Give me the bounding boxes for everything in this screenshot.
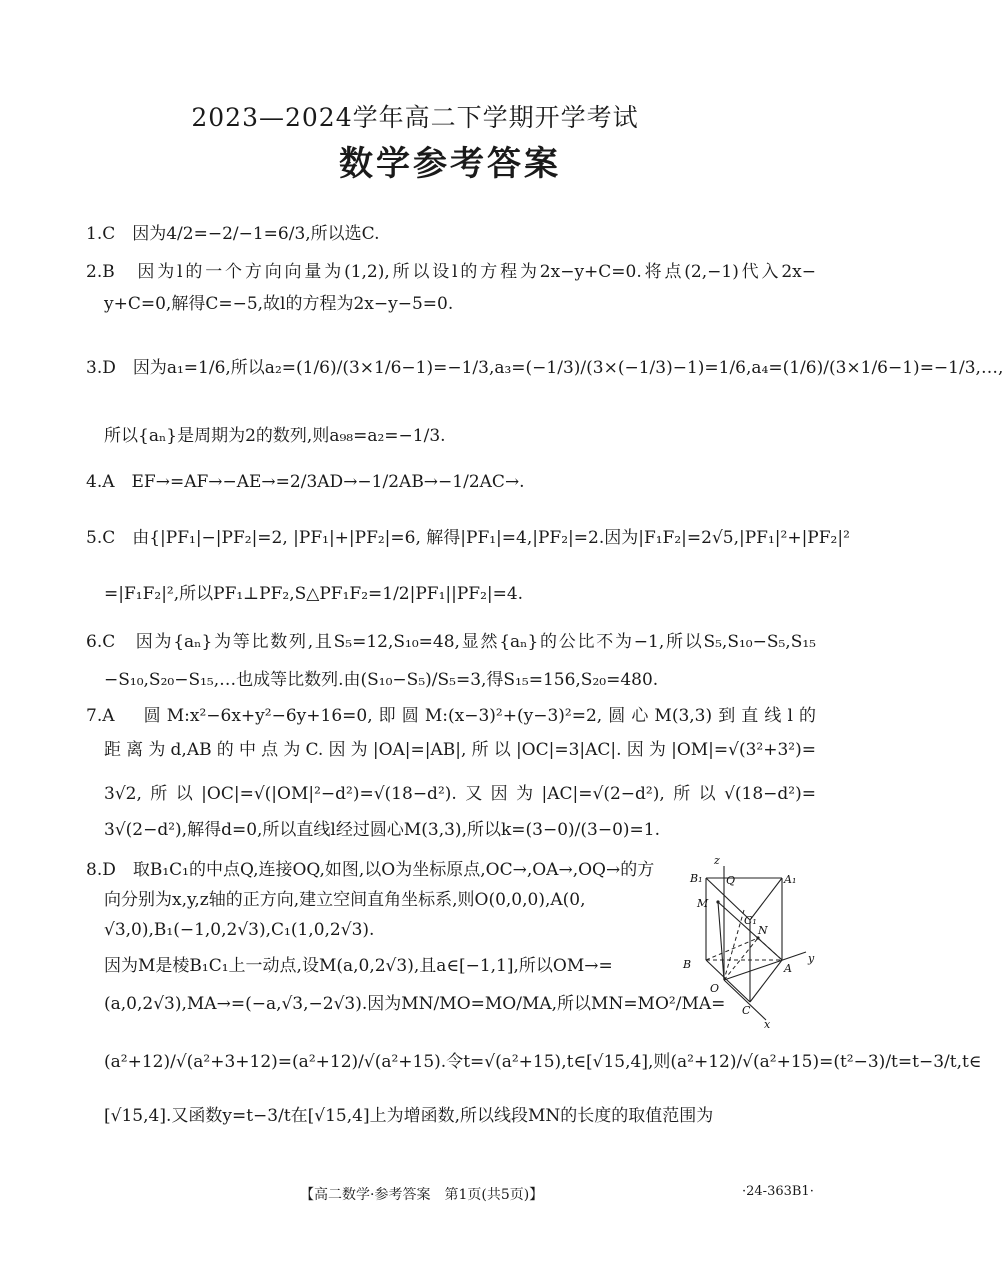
label-y-axis: y xyxy=(808,952,815,965)
label-N: N xyxy=(758,924,768,937)
label-x-axis: x xyxy=(764,1018,771,1031)
label-A: A xyxy=(784,962,792,975)
answer-3-cont: 所以{aₙ}是周期为2的数列,则a₉₈=a₂=−1/3. xyxy=(104,426,446,446)
prism-figure xyxy=(680,852,820,1032)
label-B: B xyxy=(683,958,692,971)
answer-3: 3.D 因为a₁=1/6,所以a₂=(1/6)/(3×1/6−1)=−1/3,a₃=(−1/3)/(3×(−1/3)−1)=1/6,a₄=(1/6)/(3×1/6−1)=−1/3,…, xyxy=(86,358,1003,378)
label-B1: B₁ xyxy=(690,872,703,885)
document-code: ·24-363B1· xyxy=(742,1184,814,1199)
label-A1: A₁ xyxy=(784,873,797,886)
answer-6-cont: −S₁₀,S₂₀−S₁₅,…也成等比数列.由(S₁₀−S₅)/S₅=3,得S₁₅=156,S₂₀=480. xyxy=(104,670,659,690)
label-C: C xyxy=(742,1004,751,1017)
answer-8-cont3: 因为M是棱B₁C₁上一动点,设M(a,0,2√3),且a∈[−1,1],所以OM→= xyxy=(104,956,613,976)
answer-4: 4.A EF→=AF→−AE→=2/3AD→−1/2AB→−1/2AC→. xyxy=(86,472,525,492)
answer-5-cont: =|F₁F₂|²,所以PF₁⊥PF₂,S△PF₁F₂=1/2|PF₁||PF₂|=4. xyxy=(104,584,524,604)
page-footer: 【高二数学·参考答案 第1页(共5页)】 xyxy=(300,1187,544,1203)
label-z-axis: z xyxy=(714,854,720,867)
answer-7-cont2: 3√2,所以|OC|=√(|OM|²−d²)=√(18−d²).又因为|AC|=√(2−d²),所以√(18−d²)= xyxy=(104,784,816,804)
answer-7: 7.A 圆M:x²−6x+y²−6y+16=0,即圆M:(x−3)²+(y−3)²=2,圆心M(3,3)到直线l的 xyxy=(86,706,816,726)
answer-5: 5.C 由{|PF₁|−|PF₂|=2, |PF₁|+|PF₂|=6, 解得|PF₁|=4,|PF₂|=2.因为|F₁F₂|=2√5,|PF₁|²+|PF₂|² xyxy=(86,528,850,548)
answer-2: 2.B 因为l的一个方向向量为(1,2),所以设l的方程为2x−y+C=0.将点(2,−1)代入2x− xyxy=(86,262,816,282)
answer-8: 8.D 取B₁C₁的中点Q,连接OQ,如图,以O为坐标原点,OC→,OA→,OQ→的方 xyxy=(86,860,655,880)
label-O: O xyxy=(710,982,720,995)
answer-6: 6.C 因为{aₙ}为等比数列,且S₅=12,S₁₀=48,显然{aₙ}的公比不为−1,所以S₅,S₁₀−S₅,S₁₅ xyxy=(86,632,816,652)
label-M: M xyxy=(697,897,709,910)
answer-8-cont1: 向分别为x,y,z轴的正方向,建立空间直角坐标系,则O(0,0,0),A(0, xyxy=(104,890,586,910)
label-Q: Q xyxy=(726,874,736,887)
answer-key-heading: 数学参考答案 xyxy=(339,144,561,184)
answer-7-cont1: 距离为d,AB的中点为C.因为|OA|=|AB|,所以|OC|=3|AC|.因为|OM|=√(3²+3²)= xyxy=(104,740,816,760)
answer-7-cont3: 3√(2−d²),解得d=0,所以直线l经过圆心M(3,3),所以k=(3−0)/(3−0)=1. xyxy=(104,820,660,840)
answer-8-cont6: [√15,4].又函数y=t−3/t在[√15,4]上为增函数,所以线段MN的长度的取值范围为 xyxy=(104,1106,714,1126)
answer-8-cont4: (a,0,2√3),MA→=(−a,√3,−2√3).因为MN/MO=MO/MA,所以MN=MO²/MA= xyxy=(104,994,726,1014)
answer-2-cont: y+C=0,解得C=−5,故l的方程为2x−y−5=0. xyxy=(104,294,454,314)
answer-8-cont2: √3,0),B₁(−1,0,2√3),C₁(1,0,2√3). xyxy=(104,920,375,940)
answer-8-cont5: (a²+12)/√(a²+3+12)=(a²+12)/√(a²+15).令t=√(a²+15),t∈[√15,4],则(a²+12)/√(a²+15)=(t²−3)/t=t−3/t,t∈ xyxy=(104,1052,982,1072)
label-C1: C₁ xyxy=(744,914,757,927)
answer-1: 1.C 因为4/2=−2/−1=6/3,所以选C. xyxy=(86,224,380,244)
exam-title: 2023—2024学年高二下学期开学考试 xyxy=(191,103,639,132)
